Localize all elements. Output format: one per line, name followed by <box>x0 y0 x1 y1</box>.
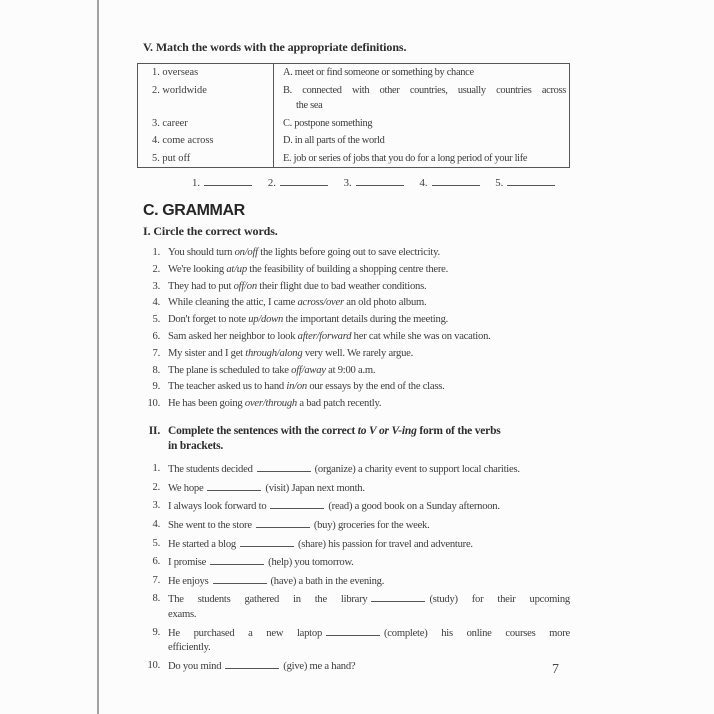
sentence-post: a bad patch recently. <box>296 398 382 410</box>
sentence-post: (visit) Japan next month. <box>265 482 365 494</box>
sentence-pre: They had to put <box>168 280 234 292</box>
item-number: 7. <box>152 574 160 586</box>
option-pair: after/forward <box>297 330 352 342</box>
item-number: 6. <box>152 330 160 342</box>
sentence-pre: We hope <box>168 482 204 494</box>
part2-title-line1 <box>168 424 501 439</box>
sentence <box>168 313 570 327</box>
sentence-post: (read) a good book on a Sunday afternoon. <box>328 501 500 513</box>
word-cell: 5. put off <box>138 150 274 168</box>
item-number: 4. <box>152 518 160 530</box>
item-number: 7. <box>152 347 160 359</box>
sentence <box>168 347 570 361</box>
sentence <box>168 659 570 675</box>
sentence <box>168 481 570 497</box>
page-content <box>143 40 570 677</box>
sentence-pre: Do you mind <box>168 660 222 672</box>
sentence <box>168 537 570 553</box>
item-number: 3. <box>152 500 160 512</box>
list-item <box>143 246 570 260</box>
answer-label: 3. <box>343 177 352 189</box>
item-number: 2. <box>152 481 160 493</box>
answer-blank <box>204 176 252 186</box>
sentence-line <box>168 555 570 571</box>
part1-title: I. Circle the correct words. <box>143 224 278 238</box>
fill-blank <box>225 659 279 669</box>
sentence-post: (have) a bath in the evening. <box>270 575 385 587</box>
sentence <box>168 592 570 622</box>
item-number: 1. <box>152 247 160 258</box>
definition-cell: A. meet or find someone or something by chance <box>283 67 474 78</box>
sentence-line <box>168 592 570 608</box>
option-pair: on/off <box>234 247 258 258</box>
list-item <box>143 313 570 327</box>
sentence-post: (study) for their upcoming <box>429 594 570 606</box>
page-edge-line <box>97 0 99 714</box>
sentence-pre: I always look forward to <box>168 501 267 513</box>
answer-label: 4. <box>419 177 428 189</box>
part2-title-line2: in brackets. <box>168 440 224 453</box>
sentence-post: the feasibility of building a shopping centre there. <box>246 263 449 275</box>
fill-blank <box>213 574 267 584</box>
answer-slot <box>344 177 406 189</box>
answer-label: 1. <box>192 177 201 189</box>
sentence-pre: He has been going <box>168 398 245 410</box>
section-c-heading: C. GRAMMAR <box>143 202 245 219</box>
list-item <box>143 347 570 361</box>
sentence-pre: Sam asked her neighbor to look <box>168 330 298 342</box>
answer-blank <box>507 176 555 186</box>
table-row <box>138 64 570 82</box>
sentence-post: (buy) groceries for the week. <box>313 519 430 531</box>
answer-slot <box>419 177 481 189</box>
sentence-line <box>168 518 570 534</box>
list-item <box>143 574 570 590</box>
sentence-line <box>168 499 570 515</box>
item-number: 1. <box>152 463 160 475</box>
fill-blank <box>256 518 310 528</box>
sentence-pre: We're looking <box>168 263 227 275</box>
list-item <box>143 296 570 310</box>
sentence-post: (organize) a charity event to support local charities. <box>314 464 520 476</box>
sentence-post: our essays by the end of the class. <box>306 381 445 393</box>
sentence-post: their flight due to bad weather conditions. <box>256 280 427 292</box>
sentence-pre: The teacher asked us to hand <box>168 381 287 393</box>
list-item <box>143 330 570 344</box>
fill-in-list <box>143 462 570 674</box>
sentence-post: an old photo album. <box>343 297 427 309</box>
part2-title-text <box>168 424 501 454</box>
word-cell: 3. career <box>138 115 274 133</box>
list-item <box>143 592 570 622</box>
table-row <box>138 82 570 115</box>
sentence-post: (help) you tomorrow. <box>268 557 354 569</box>
matching-table <box>137 63 570 168</box>
answer-blank <box>280 176 328 186</box>
list-item <box>143 518 570 534</box>
definition-line1: B. connected with other countries, usually countries across <box>283 84 566 96</box>
option-pair: off/on <box>233 280 257 292</box>
item-number: 5. <box>152 314 160 326</box>
definition-line2: the sea <box>296 100 323 111</box>
sentence-pre: She went to the store <box>168 519 252 531</box>
section-v-title: V. Match the words with the appropriate definitions. <box>143 40 407 54</box>
sentence-pre: My sister and I get <box>168 347 246 359</box>
sentence <box>168 518 570 534</box>
answer-label: 2. <box>267 177 276 189</box>
sentence <box>168 462 570 478</box>
item-number: 9. <box>152 381 160 393</box>
answer-blanks-row <box>192 176 570 190</box>
sentence-line <box>168 659 570 675</box>
sentence-post: (share) his passion for travel and adventure. <box>298 538 473 550</box>
list-item <box>143 537 570 553</box>
sentence <box>168 499 570 515</box>
title-post: form of the verbs <box>416 425 501 438</box>
item-number: 6. <box>152 556 160 568</box>
sentence-pre: The students gathered in the library <box>168 594 368 606</box>
sentence-pre: While cleaning the attic, I came <box>168 297 298 309</box>
definition-cell: D. in all parts of the world <box>283 135 385 146</box>
answer-slot <box>192 177 254 189</box>
sentence-post: very well. We rarely argue. <box>302 347 413 359</box>
part2-number: II. <box>148 425 160 438</box>
answer-label: 5. <box>495 177 504 189</box>
list-item <box>143 659 570 675</box>
sentence <box>168 626 570 656</box>
sentence-post: the important details during the meeting. <box>283 314 449 326</box>
item-number: 9. <box>152 626 160 638</box>
item-number: 8. <box>152 593 160 605</box>
sentence <box>168 574 570 590</box>
item-number: 5. <box>152 537 160 549</box>
sentence-post: at 9:00 a.m. <box>325 364 376 376</box>
list-item <box>143 462 570 478</box>
sentence-line <box>168 626 570 642</box>
list-item <box>143 499 570 515</box>
answer-slot <box>495 177 557 189</box>
answer-blank <box>356 176 404 186</box>
answer-slot <box>268 177 330 189</box>
sentence-continuation: exams. <box>168 608 197 620</box>
sentence <box>168 364 570 378</box>
list-item <box>143 397 570 411</box>
table-row <box>138 132 570 150</box>
sentence <box>168 397 570 411</box>
option-pair: at/up <box>226 263 247 275</box>
word-cell: 2. worldwide <box>138 82 274 115</box>
sentence-pre: I promise <box>168 557 207 569</box>
list-item <box>143 263 570 277</box>
sentence-pre: You should turn <box>168 247 235 258</box>
definition-cell: E. job or series of jobs that you do for a long period of your life <box>283 152 528 164</box>
sentence <box>168 330 570 344</box>
page-number: 7 <box>552 662 559 677</box>
fill-blank <box>207 481 261 491</box>
sentence-pre: He purchased a new laptop <box>168 627 323 639</box>
part2-title <box>143 424 570 454</box>
sentence-post: (complete) his online courses more <box>384 627 570 639</box>
item-number: 10. <box>147 659 160 671</box>
sentence <box>168 296 570 310</box>
item-number: 2. <box>152 263 160 275</box>
sentence-line <box>168 537 570 553</box>
item-number: 3. <box>152 280 160 292</box>
word-cell: 1. overseas <box>138 64 274 82</box>
fill-blank <box>326 626 380 636</box>
sentence <box>168 246 570 260</box>
sentence <box>168 263 570 277</box>
sentence <box>168 380 570 394</box>
sentence-pre: He enjoys <box>168 575 209 587</box>
sentence-post: (give) me a hand? <box>283 660 356 672</box>
option-pair: off/away <box>291 364 326 376</box>
item-number: 8. <box>152 364 160 376</box>
fill-blank <box>210 555 264 565</box>
sentence-line <box>168 574 570 590</box>
fill-blank <box>270 499 324 509</box>
list-item <box>143 481 570 497</box>
answer-blank <box>432 176 480 186</box>
fill-blank <box>240 537 294 547</box>
circle-words-list <box>143 246 570 411</box>
title-pre: Complete the sentences with the correct <box>168 425 358 438</box>
sentence-post: the lights before going out to save electricity. <box>257 247 440 258</box>
fill-blank <box>257 462 311 472</box>
sentence-pre: He started a blog <box>168 538 236 550</box>
option-pair: across/over <box>297 297 344 309</box>
sentence-post: her cat while she was on vacation. <box>351 330 491 342</box>
table-row <box>138 150 570 168</box>
sentence-continuation: efficiently. <box>168 642 211 654</box>
definition-cell <box>274 82 570 115</box>
fill-blank <box>371 592 425 602</box>
item-number: 10. <box>147 398 160 410</box>
list-item <box>143 364 570 378</box>
sentence-pre: Don't forget to note <box>168 314 249 326</box>
title-italic: to V or V-ing <box>357 425 417 438</box>
sentence <box>168 280 570 294</box>
sentence-line <box>168 462 570 478</box>
sentence-pre: The plane is scheduled to take <box>168 364 292 376</box>
option-pair: in/on <box>286 381 307 393</box>
list-item <box>143 380 570 394</box>
sentence-pre: The students decided <box>168 464 253 476</box>
table-row <box>138 115 570 133</box>
option-pair: through/along <box>245 347 303 359</box>
list-item <box>143 626 570 656</box>
definition-cell: C. postpone something <box>283 117 373 129</box>
item-number: 4. <box>152 297 160 309</box>
sentence <box>168 555 570 571</box>
list-item <box>143 280 570 294</box>
word-cell: 4. come across <box>138 132 274 150</box>
option-pair: over/through <box>244 398 297 410</box>
list-item <box>143 555 570 571</box>
sentence-line <box>168 481 570 497</box>
option-pair: up/down <box>248 314 284 326</box>
